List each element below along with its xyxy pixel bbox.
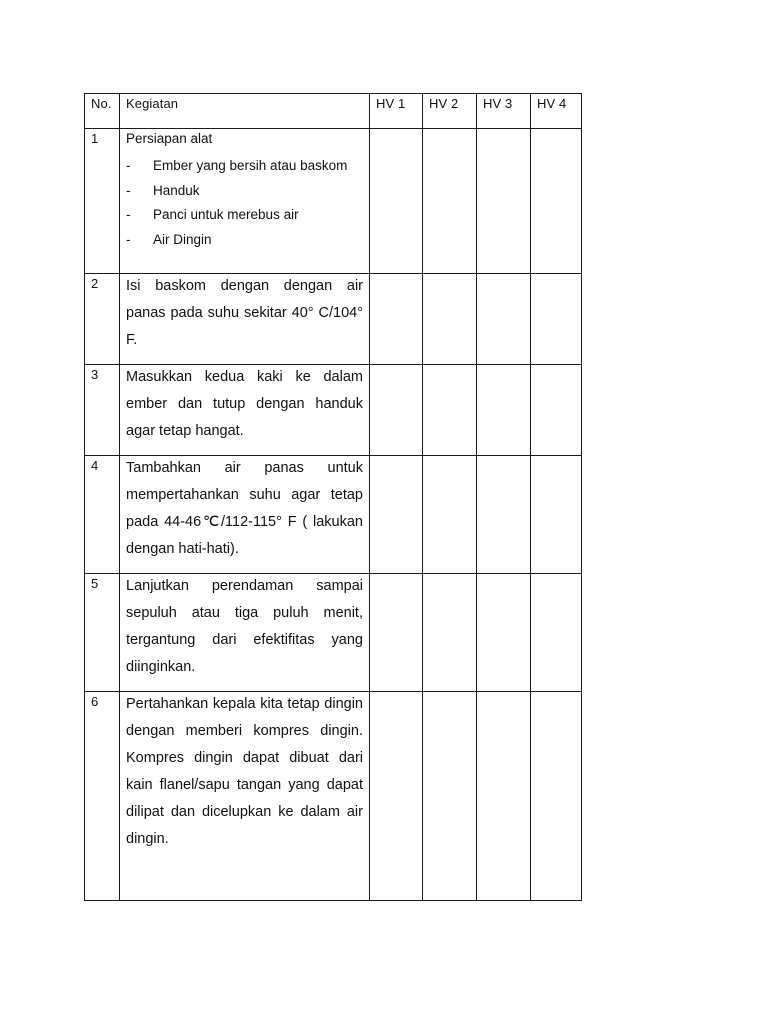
hv3-cell[interactable]: [476, 129, 530, 274]
hv3-cell[interactable]: [476, 365, 530, 456]
table-row: [85, 364, 581, 456]
activity-cell: [119, 574, 369, 692]
list-item-text: Ember yang bersih atau baskom: [153, 158, 348, 173]
equipment-list: [120, 154, 369, 252]
list-item-text: Panci untuk merebus air: [153, 207, 299, 222]
row-number: 3: [91, 367, 99, 382]
hv1-cell[interactable]: [369, 692, 422, 901]
row-number: 2: [91, 276, 99, 291]
hv4-cell[interactable]: [530, 365, 583, 456]
hv3-cell[interactable]: [476, 574, 530, 692]
activity-cell: [119, 274, 369, 365]
activity-text: Lanjutkan perendaman sampai sepuluh atau tiga puluh menit, tergantung dari efektifitas yang diinginkan.: [126, 578, 363, 675]
hv3-cell[interactable]: [476, 692, 530, 901]
header-hv2: HV 2: [422, 94, 476, 128]
activity-text: Tambahkan air panas untuk mempertahankan suhu agar tetap pada 44-46℃/112-115° F ( lakukan dengan hati-hati).: [126, 460, 363, 557]
list-item: [126, 228, 369, 253]
activity-table: [84, 93, 582, 901]
hv2-cell[interactable]: [422, 574, 476, 692]
hv1-cell[interactable]: [369, 129, 422, 274]
row-number: 1: [91, 131, 99, 146]
activity-cell: [119, 692, 369, 901]
table-row: [85, 455, 581, 574]
hv4-cell[interactable]: [530, 574, 583, 692]
hv4-cell[interactable]: [530, 129, 583, 274]
hv1-cell[interactable]: [369, 274, 422, 365]
header-hv4: HV 4: [530, 94, 583, 128]
row-number: 4: [91, 458, 99, 473]
hv3-cell[interactable]: [476, 274, 530, 365]
activity-cell: [119, 365, 369, 456]
list-item: [126, 203, 369, 228]
hv4-cell[interactable]: [530, 456, 583, 574]
list-item: [126, 179, 369, 204]
activity-cell: [119, 129, 369, 274]
activity-cell: [119, 456, 369, 574]
hv1-cell[interactable]: [369, 456, 422, 574]
header-no: No.: [91, 96, 112, 111]
row-number: 6: [91, 694, 99, 709]
hv2-cell[interactable]: [422, 692, 476, 901]
activity-text: Masukkan kedua kaki ke dalam ember dan tutup dengan handuk agar tetap hangat.: [126, 369, 363, 439]
hv3-cell[interactable]: [476, 456, 530, 574]
header-kegiatan: Kegiatan: [119, 94, 369, 128]
hv2-cell[interactable]: [422, 365, 476, 456]
list-item-text: Handuk: [153, 182, 200, 198]
list-item: [126, 154, 369, 179]
bullet-dash: -: [126, 182, 131, 198]
hv1-cell[interactable]: [369, 365, 422, 456]
hv1-cell[interactable]: [369, 574, 422, 692]
activity-text: Isi baskom dengan dengan air panas pada suhu sekitar 40° C/104° F.: [126, 278, 363, 348]
bullet-dash: -: [126, 207, 131, 222]
bullet-dash: -: [126, 231, 131, 247]
table-row: [85, 691, 581, 901]
table-header-row: [85, 94, 581, 128]
list-item-text: Air Dingin: [153, 231, 212, 247]
hv4-cell[interactable]: [530, 692, 583, 901]
hv2-cell[interactable]: [422, 129, 476, 274]
activity-title: Persiapan alat: [126, 131, 213, 146]
table-row: [85, 128, 581, 274]
bullet-dash: -: [126, 158, 131, 173]
hv2-cell[interactable]: [422, 456, 476, 574]
row-number: 5: [91, 576, 99, 591]
table-row: [85, 573, 581, 692]
header-hv3: HV 3: [476, 94, 530, 128]
activity-text: Pertahankan kepala kita tetap dingin dengan memberi kompres dingin. Kompres dingin dapat dibuat dari kain flanel/sapu tangan yang dapat dilipat dan dicelupkan ke dalam air dingin.: [126, 696, 363, 847]
hv2-cell[interactable]: [422, 274, 476, 365]
table-row: [85, 273, 581, 365]
hv4-cell[interactable]: [530, 274, 583, 365]
header-hv1: HV 1: [369, 94, 422, 128]
